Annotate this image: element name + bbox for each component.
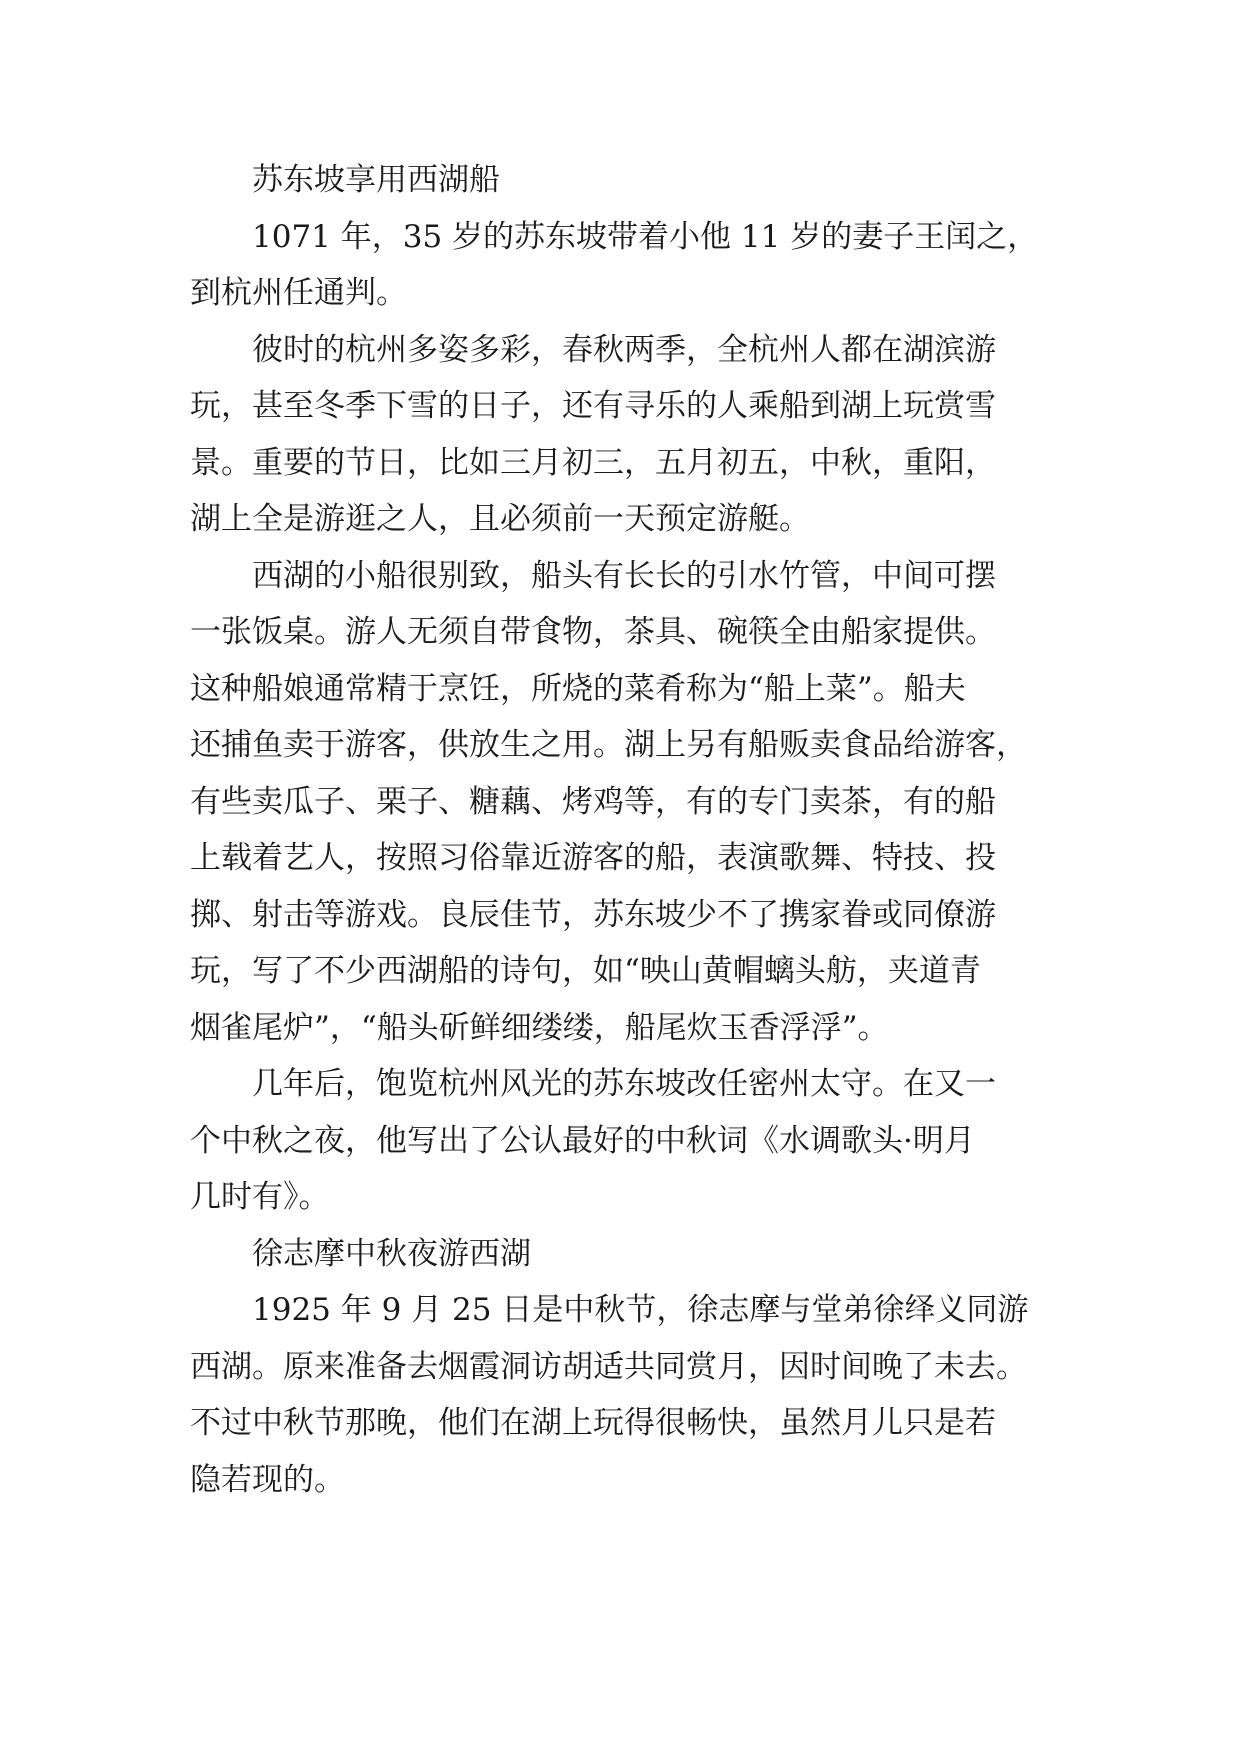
section-heading-xu-zhimo: 徐志摩中秋夜游西湖 <box>252 1235 531 1272</box>
paragraph-west-lake-boats: 西湖的小船很别致，船头有长长的引水竹管，中间可摆 一张饭桌。游人无须自带食物，茶具、碗筷全由船家提供。 这种船娘通常精于烹饪，所烧的菜肴称为“船上菜”。船夫 还捕鱼卖于游客，供放生之用。湖上另有船贩卖食品给游客， 有些卖瓜子、栗子、糖藕、烤鸡等，有的专门卖茶，有的船 上载着艺人，按照习俗靠近游客的船，表演歌舞、特技、投 掷、射击等游戏。良辰佳节，苏东坡少不了携家眷或同僚游 玩，写了不少西湖船的诗句，如“映山黄帽螭头舫，夹道青 烟雀尾炉”，“船头斫鲜细缕缕，船尾炊玉香浮浮”。 <box>190 557 1027 1046</box>
section-heading-su-dongpo: 苏东坡享用西湖船 <box>252 162 500 198</box>
paragraph-xu-zhimo-trip: 1925 年 9 月 25 日是中秋节，徐志摩与堂弟徐绎义同游 西湖。原来准备去烟霞洞访胡适共同赏月，因时间晚了未去。 不过中秋节那晚，他们在湖上玩得很畅快，虽然月儿只是若 隐若现的。 <box>190 1292 1029 1498</box>
paragraph-hangzhou-festivities: 彼时的杭州多姿多彩，春秋两季，全杭州人都在湖滨游 玩，甚至冬季下雪的日子，还有寻乐的人乘船到湖上玩赏雪 景。重要的节日，比如三月初三，五月初五，中秋，重阳， 湖上全是游逛之人，且必须前一天预定游艇。 <box>190 331 996 537</box>
paragraph-mizhou-mid-autumn: 几年后，饱览杭州风光的苏东坡改任密州太守。在又一 个中秋之夜，他写出了公认最好的中秋词《水调歌头·明月 几时有》。 <box>190 1066 996 1215</box>
document-page <box>190 152 1070 1508</box>
paragraph-su-dongpo-arrival: 1071 年，35 岁的苏东坡带着小他 11 岁的妻子王闰之， 到杭州任通判。 <box>190 218 1039 311</box>
